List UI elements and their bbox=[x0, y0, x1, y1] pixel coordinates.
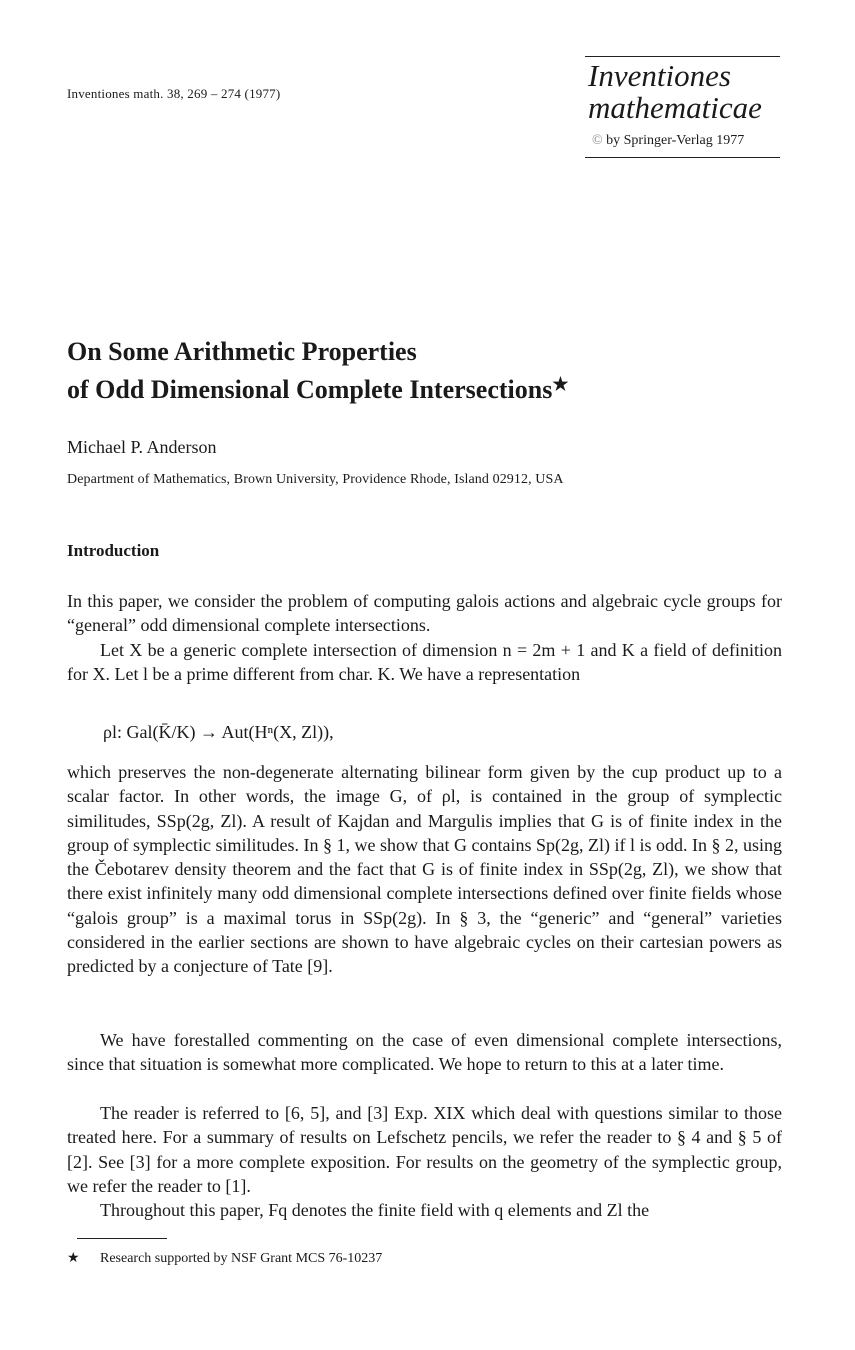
footnote bbox=[67, 1250, 382, 1267]
paragraph-4 bbox=[67, 1028, 782, 1077]
paragraph-1-text: In this paper, we consider the problem of computing galois actions and algebraic cycle groups for “general” odd dimensional complete intersections. bbox=[67, 591, 782, 636]
journal-name-line2: mathematicae bbox=[588, 90, 762, 125]
publisher-line bbox=[592, 133, 744, 149]
paragraph-6-text: Throughout this paper, Fq denotes the finite field with q elements and Zl the bbox=[100, 1200, 650, 1221]
author-affiliation: Department of Mathematics, Brown University, Providence Rhode, Island 02912, USA bbox=[67, 472, 564, 487]
footnote-marker: ★ bbox=[67, 1251, 80, 1266]
section-heading: Introduction bbox=[67, 541, 160, 560]
paragraph-5-text: The reader is referred to [6, 5], and [3] Exp. XIX which deal with questions similar to those treated here. For a summary of results on Lefschetz pencils, we refer the reader to § 4 and § 5 of [2]. See [3] for a more complete exposition. For results on the geometry of the symplectic group, we refer the reader to [1]. bbox=[67, 1103, 782, 1196]
paragraph-2-text: Let X be a generic complete intersection of dimension n = 2m + 1 and K a field of definition for X. Let l be a prime different from char. K. We have a representation bbox=[67, 640, 782, 685]
paragraph-2 bbox=[67, 638, 782, 687]
masthead-top-rule bbox=[585, 56, 780, 57]
masthead-bottom-rule bbox=[585, 157, 780, 158]
representation-formula: ρl: Gal(K̄/K) → Aut(Hⁿ(X, Zl)), bbox=[103, 722, 334, 742]
author-name: Michael P. Anderson bbox=[67, 437, 217, 457]
footnote-rule bbox=[77, 1238, 167, 1239]
title-line-2 bbox=[67, 368, 787, 406]
paragraph-5 bbox=[67, 1101, 782, 1222]
journal-reference: Inventiones math. 38, 269 – 274 (1977) bbox=[67, 86, 281, 101]
title-line-2-text: of Odd Dimensional Complete Intersections bbox=[67, 375, 553, 404]
footnote-text: Research supported by NSF Grant MCS 76-10237 bbox=[100, 1251, 383, 1266]
paragraph-1 bbox=[67, 589, 782, 638]
article-title bbox=[67, 335, 787, 406]
paragraph-3-text: which preserves the non-degenerate alternating bilinear form given by the cup product up to a scalar factor. In other words, the image G, of ρl, is contained in the group of symplectic similitudes, SSp(2g, Zl). A result of Kajdan and Margulis implies that G is of finite index in the group of symplectic similitudes. In § 1, we show that G contains Sp(2g, Zl) if l is odd. In § 2, using the Čebotarev density theorem and the fact that G is of finite index in SSp(2g, Zl), we show that there exist infinitely many odd dimensional complete intersections defined over finite fields whose “galois group” is a maximal torus in SSp(2g). In § 3, the “generic” and “general” varieties considered in the earlier sections are shown to have algebraic cycles on their cartesian powers as predicted by a conjecture of Tate [9]. bbox=[67, 762, 782, 977]
publisher-name: by Springer-Verlag 1977 bbox=[606, 133, 745, 148]
paragraph-4-text: We have forestalled commenting on the case of even dimensional complete intersections, since that situation is somewhat more complicated. We hope to return to this at a later time. bbox=[67, 1030, 782, 1075]
journal-name-line1: Inventiones bbox=[588, 58, 731, 93]
copyright-icon: © bbox=[592, 133, 603, 148]
title-line-1: On Some Arithmetic Properties bbox=[67, 337, 417, 366]
paragraph-3 bbox=[67, 760, 782, 979]
title-footnote-marker: ★ bbox=[552, 374, 569, 394]
